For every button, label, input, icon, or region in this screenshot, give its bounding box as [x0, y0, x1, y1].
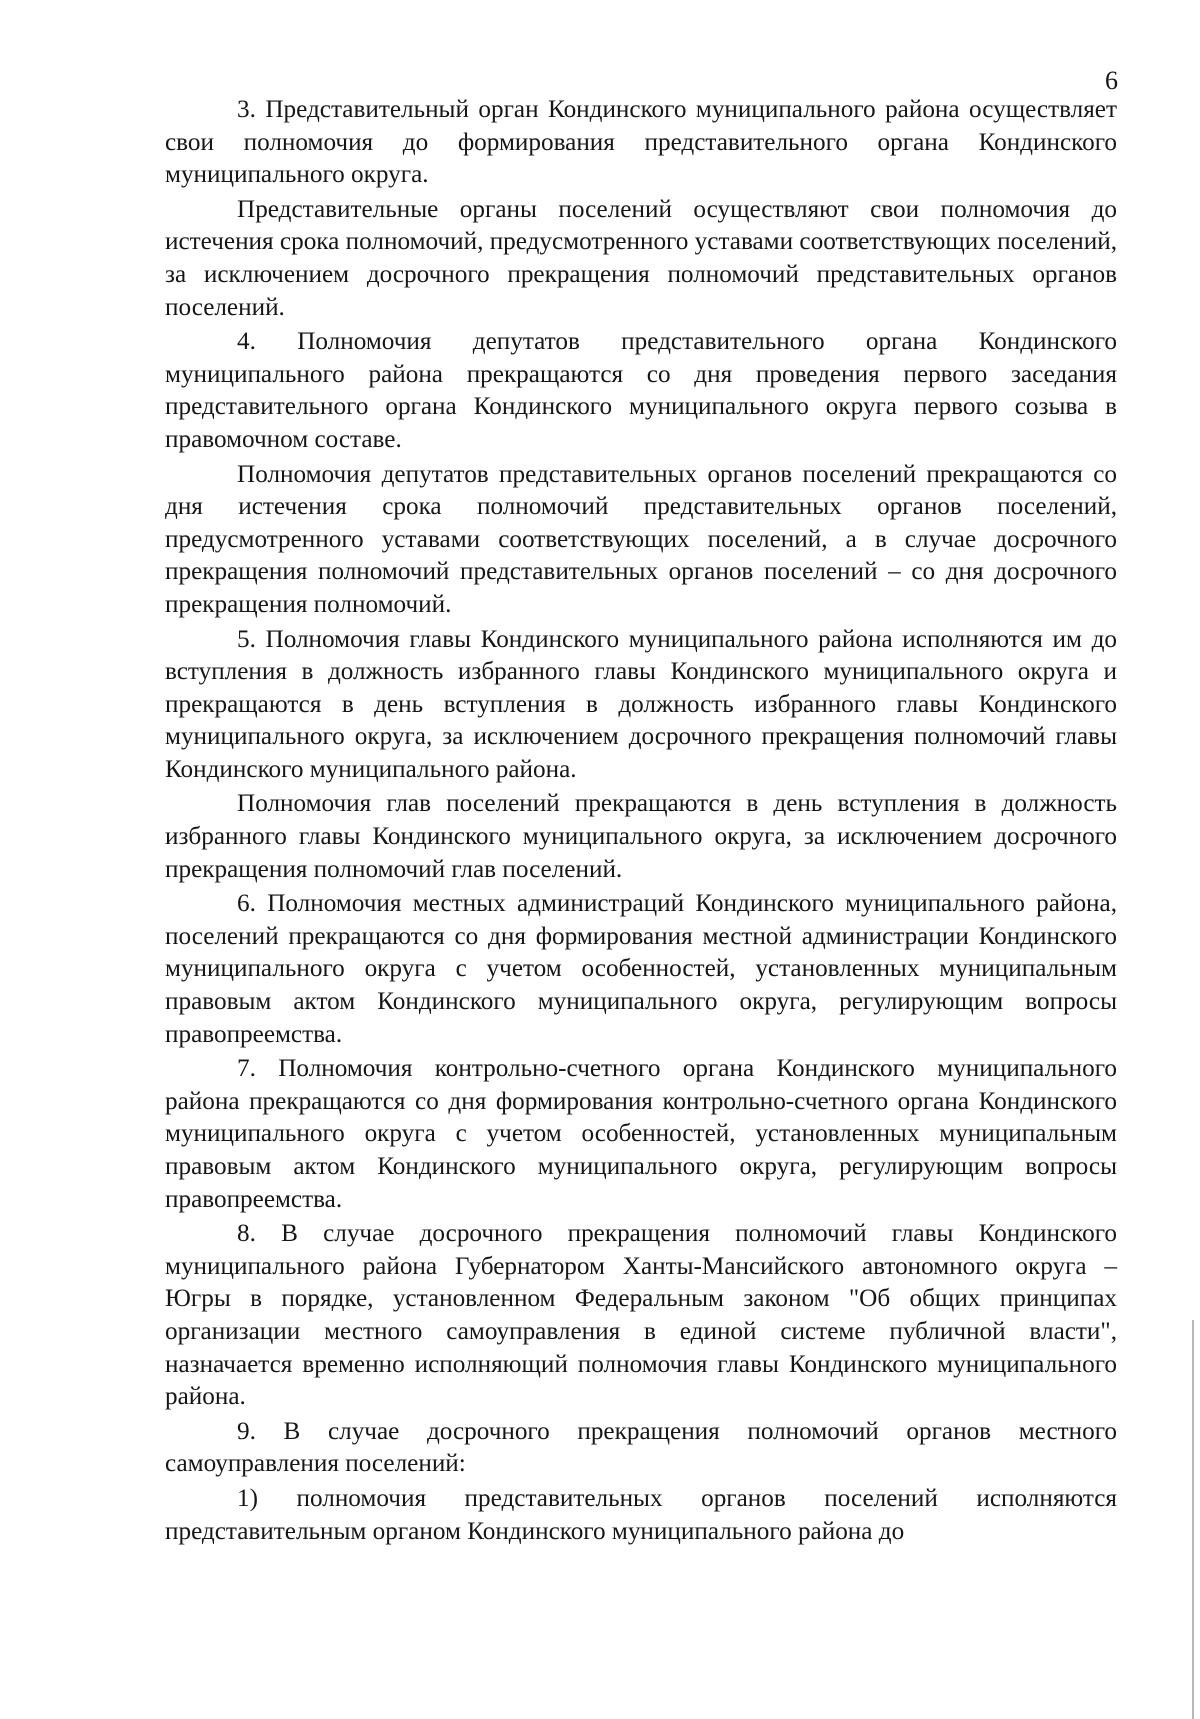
paragraph-5-settlements: Полномочия глав поселений прекращаются в день вступления в должность избранного главы Кондинского муниципального округа, за исключением досрочного прекращения полномочий глав поселений.	[165, 790, 1117, 883]
paragraph-8: 8. В случае досрочного прекращения полномочий главы Кондинского муниципального района Губернатором Ханты-Мансийского автономного округа – Югры в порядке, установленном Федеральным законом "Об общих принципах организации местного самоуправления в единой системе публичной власти", назначается временно исполняющий полномочия главы Кондинского муниципального района.	[165, 1220, 1117, 1411]
scan-edge-line	[1192, 1320, 1194, 1719]
document-body	[165, 94, 1117, 1550]
paragraph-9: 9. В случае досрочного прекращения полномочий органов местного самоуправления поселений:	[165, 1417, 1117, 1478]
paragraph-4-settlements: Полномочия депутатов представительных органов поселений прекращаются со дня истечения срока полномочий представительных органов поселений, предусмотренного уставами соответствующих поселений, а в случае досрочного прекращения полномочий представительных органов поселений – со дня досрочного прекращения полномочий.	[165, 460, 1117, 618]
paragraph-9-item-1: 1) полномочия представительных органов поселений исполняются представительным органом Кондинского муниципального района до	[165, 1484, 1117, 1545]
paragraph-5: 5. Полномочия главы Кондинского муниципального района исполняются им до вступления в должность избранного главы Кондинского муниципального округа и прекращаются в день вступления в должность избранного главы Кондинского муниципального округа, за исключением досрочного прекращения полномочий главы Кондинского муниципального района.	[165, 625, 1117, 783]
paragraph-6: 6. Полномочия местных администраций Кондинского муниципального района, поселений прекращаются со дня формирования местной администрации Кондинского муниципального округа с учетом особенностей, установленных муниципальным правовым актом Кондинского муниципального округа, регулирующим вопросы правопреемства.	[165, 890, 1117, 1048]
paragraph-4: 4. Полномочия депутатов представительного органа Кондинского муниципального района прекращаются со дня проведения первого заседания представительного органа Кондинского муниципального округа первого созыва в правомочном составе.	[165, 328, 1117, 453]
paragraph-7: 7. Полномочия контрольно-счетного органа Кондинского муниципального района прекращаются со дня формирования контрольно-счетного органа Кондинского муниципального округа с учетом особенностей, установленных муниципальным правовым актом Кондинского муниципального округа, регулирующим вопросы правопреемства.	[165, 1055, 1117, 1213]
paragraph-3-settlements: Представительные органы поселений осуществляют свои полномочия до истечения срока полномочий, предусмотренного уставами соответствующих поселений, за исключением досрочного прекращения полномочий представительных органов поселений.	[165, 195, 1117, 321]
paragraph-3: 3. Представительный орган Кондинского муниципального района осуществляет свои полномочия до формирования представительного органа Кондинского муниципального округа.	[165, 96, 1117, 189]
page-number: 6	[1105, 66, 1118, 95]
